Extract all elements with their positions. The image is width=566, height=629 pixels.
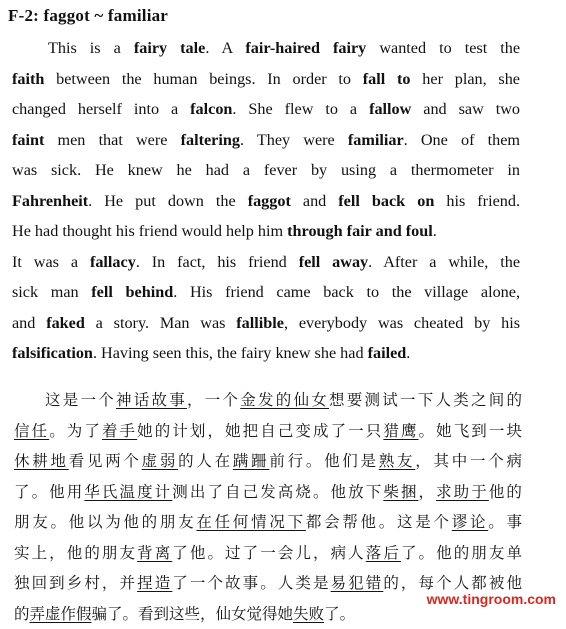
text-run: 朋友。他以为他的朋友 bbox=[14, 513, 196, 531]
text-run: 独回到乡村，并 bbox=[14, 574, 137, 592]
text-run: between the human beings. In order to bbox=[44, 70, 362, 88]
vocabulary-term: faltering bbox=[181, 131, 240, 149]
text-run: 前行。他们是 bbox=[269, 452, 378, 470]
text-run: 看见两个 bbox=[69, 452, 142, 470]
vocabulary-term: fell behind bbox=[91, 283, 173, 301]
vocabulary-term: faked bbox=[46, 314, 85, 332]
english-line bbox=[12, 308, 520, 339]
translated-term: 信任 bbox=[14, 422, 49, 440]
text-run: 了一个故事。人类是 bbox=[172, 574, 330, 592]
text-run: It was a bbox=[12, 253, 90, 271]
english-line bbox=[12, 186, 520, 217]
text-run: . His friend came back to the village alone, bbox=[173, 283, 520, 301]
vocabulary-term: faith bbox=[12, 70, 44, 88]
text-run: 这是一个 bbox=[45, 391, 116, 409]
translated-term: 求助于 bbox=[436, 483, 489, 501]
text-run: 测出了自己发高烧。他放下 bbox=[172, 483, 383, 501]
vocabulary-term: failed bbox=[368, 344, 407, 362]
translated-term: 熟友 bbox=[379, 452, 415, 470]
text-run: . A bbox=[205, 39, 245, 57]
text-run: 骗了。看到这些，仙女觉得她 bbox=[92, 605, 294, 623]
text-run: was sick. He knew he had a fever by using a thermometer in bbox=[12, 161, 520, 179]
translated-term: 虚弱 bbox=[142, 452, 178, 470]
text-run: changed herself into a bbox=[12, 100, 190, 118]
text-run: . After a while, the bbox=[368, 253, 520, 271]
translated-term: 着手 bbox=[102, 422, 137, 440]
text-run: 的人在 bbox=[178, 452, 233, 470]
text-run: ， bbox=[418, 483, 436, 501]
chinese-line bbox=[14, 385, 522, 416]
vocabulary-term: Fahrenheit bbox=[12, 192, 88, 210]
watermark: www.tingroom.com bbox=[427, 591, 556, 607]
translated-term: 捏造 bbox=[137, 574, 172, 592]
text-run: . One of them bbox=[404, 131, 520, 149]
translated-term: 易犯错 bbox=[331, 574, 384, 592]
translated-term: 仙女 bbox=[294, 391, 330, 409]
english-line bbox=[12, 64, 520, 95]
text-run: 想要测试一下人类之间的 bbox=[329, 391, 522, 409]
text-run: 。她飞到一块 bbox=[419, 422, 522, 440]
text-run: 他的 bbox=[489, 483, 522, 501]
text-run: 她的计划，她把自己变成了一只 bbox=[137, 422, 383, 440]
text-run: wanted to test the bbox=[366, 39, 520, 57]
vocabulary-term: fell away bbox=[299, 253, 368, 271]
english-paragraph bbox=[12, 33, 520, 369]
english-line bbox=[12, 155, 520, 186]
vocabulary-term: fallible bbox=[236, 314, 284, 332]
text-run: . bbox=[433, 222, 437, 240]
english-line bbox=[12, 94, 520, 125]
text-run: ，其中一个病 bbox=[415, 452, 522, 470]
english-line bbox=[12, 33, 520, 64]
translated-term: 弄虚作假 bbox=[30, 605, 92, 623]
text-run: . He put down the bbox=[88, 192, 248, 210]
vocabulary-term: fairy tale bbox=[134, 39, 205, 57]
text-run: 了。他用 bbox=[14, 483, 84, 501]
translated-term: 柴捆 bbox=[383, 483, 418, 501]
vocabulary-term: falsification bbox=[12, 344, 93, 362]
text-run: . She flew to a bbox=[232, 100, 369, 118]
translated-term: 神话故事 bbox=[116, 391, 187, 409]
english-line bbox=[12, 338, 520, 369]
english-line bbox=[12, 247, 520, 278]
translated-term: 失败 bbox=[293, 605, 324, 623]
section-heading: F-2: faggot ~ familiar bbox=[8, 6, 168, 26]
chinese-line bbox=[14, 477, 522, 508]
translated-term: 金发的 bbox=[240, 391, 293, 409]
vocabulary-term: faggot bbox=[248, 192, 291, 210]
vocabulary-term: fallacy bbox=[90, 253, 136, 271]
translated-term: 蹒跚 bbox=[233, 452, 269, 470]
chinese-line bbox=[14, 538, 522, 569]
text-run: . They were bbox=[240, 131, 348, 149]
translated-term: 在任何情况下 bbox=[196, 513, 305, 531]
vocabulary-term: fair-haired fairy bbox=[245, 39, 366, 57]
text-run: 的，每个人都被他 bbox=[383, 574, 522, 592]
text-run: 实上，他的朋友 bbox=[14, 544, 137, 562]
translated-term: 猎鹰 bbox=[383, 422, 418, 440]
text-run: a story. Man was bbox=[85, 314, 236, 332]
text-run: He had thought his friend would help him bbox=[12, 222, 287, 240]
translated-term: 休耕地 bbox=[14, 452, 69, 470]
translated-term: 落后 bbox=[366, 544, 401, 562]
text-run: 了。他的朋友单 bbox=[401, 544, 522, 562]
chinese-line bbox=[14, 446, 522, 477]
text-run: and bbox=[291, 192, 338, 210]
text-run: 的 bbox=[14, 605, 30, 623]
text-run: . Having seen this, the fairy knew she had bbox=[93, 344, 368, 362]
text-run: ，一个 bbox=[187, 391, 240, 409]
translated-term: 谬论 bbox=[452, 513, 488, 531]
text-run: 了。 bbox=[324, 605, 355, 623]
text-run: 了他。过了一会儿，病人 bbox=[172, 544, 365, 562]
translated-term: 背离 bbox=[137, 544, 172, 562]
text-run: and saw two bbox=[411, 100, 520, 118]
text-run: . bbox=[406, 344, 410, 362]
vocabulary-term: fall to bbox=[363, 70, 411, 88]
vocabulary-term: fell back on bbox=[338, 192, 434, 210]
english-line bbox=[12, 216, 520, 247]
vocabulary-term: faint bbox=[12, 131, 44, 149]
text-run: 都会帮他。这是个 bbox=[306, 513, 452, 531]
text-run: , everybody was cheated by his bbox=[284, 314, 520, 332]
vocabulary-term: fallow bbox=[369, 100, 411, 118]
english-line bbox=[12, 277, 520, 308]
text-run: her plan, she bbox=[411, 70, 520, 88]
translated-term: 华氏温度计 bbox=[84, 483, 172, 501]
text-run: 。事 bbox=[488, 513, 522, 531]
vocabulary-term: through fair and foul bbox=[287, 222, 433, 240]
vocabulary-term: falcon bbox=[190, 100, 232, 118]
chinese-line bbox=[14, 416, 522, 447]
chinese-line bbox=[14, 507, 522, 538]
english-line bbox=[12, 125, 520, 156]
text-run: his friend. bbox=[434, 192, 520, 210]
text-run: and bbox=[12, 314, 46, 332]
vocabulary-term: familiar bbox=[348, 131, 404, 149]
text-run: This is a bbox=[48, 39, 134, 57]
text-run: sick man bbox=[12, 283, 91, 301]
text-run: . In fact, his friend bbox=[136, 253, 299, 271]
text-run: men that were bbox=[44, 131, 180, 149]
text-run: 。为了 bbox=[49, 422, 102, 440]
